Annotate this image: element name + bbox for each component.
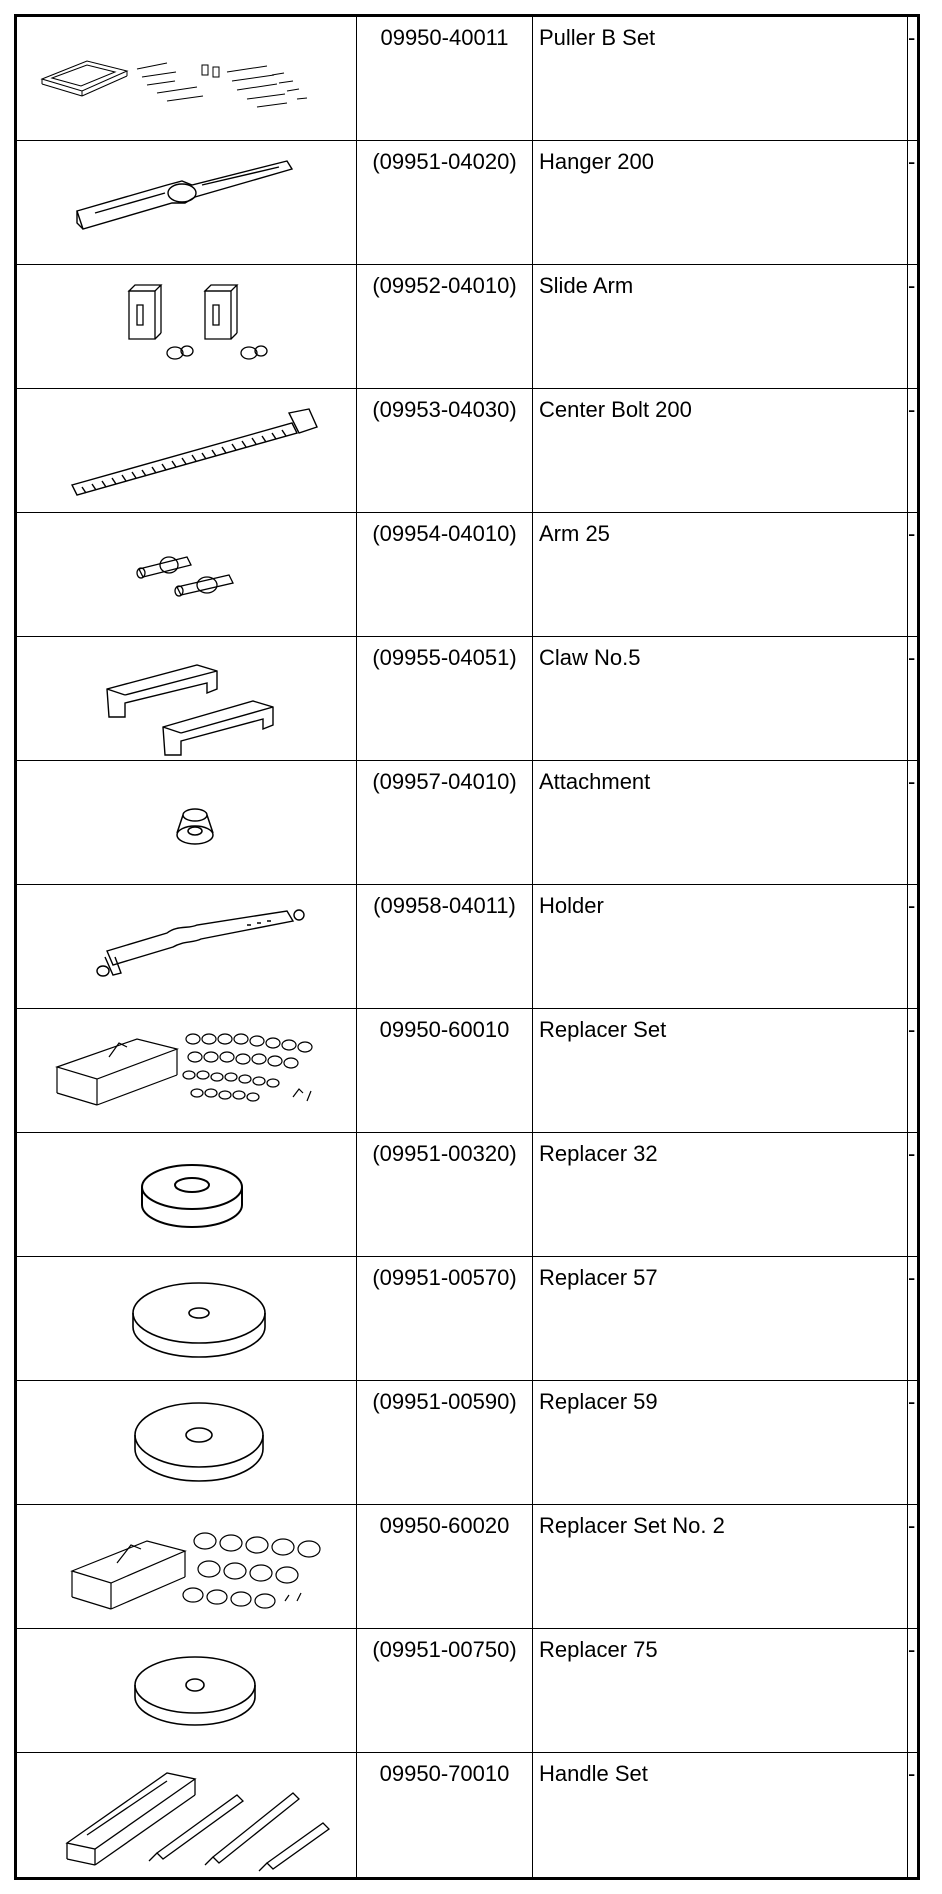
tool-name: Replacer 57: [539, 1265, 658, 1290]
puller-b-set-icon: [17, 17, 357, 140]
tool-name: Center Bolt 200: [539, 397, 692, 422]
extra-value: -: [908, 769, 916, 794]
replacer-disc-icon: [17, 1133, 357, 1256]
replacer-disc-icon: [17, 1257, 357, 1380]
table-row: [17, 1133, 917, 1257]
attachment-icon: [17, 761, 357, 884]
part-number: (09951-00570): [372, 1265, 517, 1290]
tool-name: Replacer Set No. 2: [539, 1513, 725, 1538]
tool-illustration-cell: [17, 17, 357, 140]
table-row: [17, 1505, 917, 1629]
extra-value: -: [908, 1513, 916, 1538]
tool-name: Replacer 59: [539, 1389, 658, 1414]
slide-arm-icon: [17, 265, 357, 388]
tool-list-sheet: [14, 14, 920, 1880]
extra-value: -: [908, 397, 916, 422]
tool-name: Attachment: [539, 769, 651, 794]
table-row: [17, 141, 917, 265]
part-number: (09951-00590): [372, 1389, 517, 1414]
claw-icon: [17, 637, 357, 760]
extra-value: -: [908, 273, 916, 298]
extra-value: -: [908, 1141, 916, 1166]
extra-value: -: [908, 149, 916, 174]
part-number: (09951-00750): [372, 1637, 517, 1662]
extra-value: -: [908, 645, 916, 670]
table-row: [17, 389, 917, 513]
extra-value: -: [908, 1637, 916, 1662]
extra-value: -: [908, 893, 916, 918]
table-row: [17, 1257, 917, 1381]
table-row: [17, 265, 917, 389]
table-row: [17, 885, 917, 1009]
table-row: [17, 17, 917, 141]
tool-name: Replacer Set: [539, 1017, 667, 1042]
part-number: (09951-04020): [372, 149, 517, 174]
tool-name: Replacer 32: [539, 1141, 658, 1166]
extra-value: -: [908, 25, 916, 50]
replacer-set-icon: [17, 1009, 357, 1132]
table-row: [17, 1753, 917, 1877]
table-row: [17, 761, 917, 885]
part-number: 09950-60010: [379, 1017, 510, 1042]
tool-name: Holder: [539, 893, 604, 918]
part-number: (09955-04051): [372, 645, 517, 670]
part-number: (09958-04011): [373, 893, 516, 918]
hanger-icon: [17, 141, 357, 264]
arm-icon: [17, 513, 357, 636]
part-number: 09950-70010: [379, 1761, 510, 1786]
replacer-disc-icon: [17, 1629, 357, 1752]
extra-value: -: [908, 521, 916, 546]
extra-value: -: [908, 1017, 916, 1042]
replacer-set-icon: [17, 1505, 357, 1628]
tool-name: Claw No.5: [539, 645, 641, 670]
handle-set-icon: [17, 1753, 357, 1876]
tool-name: Hanger 200: [539, 149, 654, 174]
tool-name: Arm 25: [539, 521, 610, 546]
table-row: [17, 1381, 917, 1505]
part-number: (09957-04010): [372, 769, 517, 794]
table-row: [17, 1629, 917, 1753]
extra-value: -: [908, 1389, 916, 1414]
part-number: (09954-04010): [372, 521, 517, 546]
table-row: [17, 637, 917, 761]
table-row: [17, 1009, 917, 1133]
tool-name: Handle Set: [539, 1761, 648, 1786]
tool-name: Puller B Set: [539, 25, 656, 50]
part-number: (09953-04030): [372, 397, 517, 422]
part-number: (09951-00320): [372, 1141, 517, 1166]
extra-value: -: [908, 1761, 916, 1786]
replacer-disc-icon: [17, 1381, 357, 1504]
table-row: [17, 513, 917, 637]
holder-icon: [17, 885, 357, 1008]
part-number: 09950-60020: [379, 1513, 510, 1538]
part-number: (09952-04010): [372, 273, 517, 298]
part-number: 09950-40011: [380, 25, 509, 50]
extra-value: -: [908, 1265, 916, 1290]
tool-name: Replacer 75: [539, 1637, 658, 1662]
center-bolt-icon: [17, 389, 357, 512]
tool-name: Slide Arm: [539, 273, 634, 298]
